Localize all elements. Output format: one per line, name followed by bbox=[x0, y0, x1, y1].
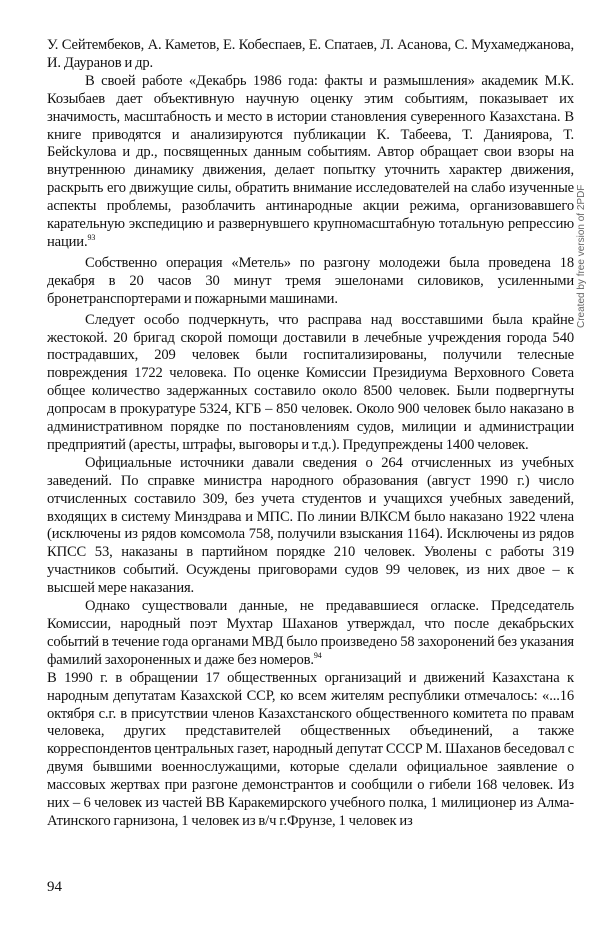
paragraph-official-sources bbox=[47, 455, 574, 598]
paragraph-text: Следует особо подчеркнуть, что расправа над восставшими была крайне жестокой. 20 бригад скорой помощи доставили в лечебные учреждения города 540 пострадавших, 209 человек были госпитализированы, получили телесные повреждения 1722 человека. По оценке Комиссии Президиума Верховного Совета общее количество задержанных составило около 8500 человек. Были подвергнуты допросам в прокуратуре 5324, КГБ – 850 человек. Около 900 человек было наказано в административном порядке по постановлениям судов, милиции и администрации предприятий (аресты, штрафы, выговоры и т.д.). Предупреждены 1400 человек. bbox=[47, 311, 574, 453]
page-number: 94 bbox=[47, 879, 62, 895]
paragraph-appeal-1990 bbox=[47, 670, 574, 831]
paragraph-kozybaev bbox=[47, 73, 574, 252]
paragraph-authors bbox=[47, 37, 574, 73]
paragraph-text: В 1990 г. в обращении 17 общественных организаций и движений Казахстана к народным депутатам Казахской ССР, ко всем жителям республики отмечалось: «...16 октября с.г. в присутствии членов Казахстанского общественного комитета по правам человека, других представителей общественных объединений, а также корреспондентов центральных газет, народный депутат СССР М. Шаханов беседовал с двумя бывшими военнослужащими, которые сделали официальное заявление о массовых жертвах при разгоне демонстрантов и сообщили о гибели 168 человек. Из них – 6 человек из частей ВВ Каракемирского учебного полка, 1 милиционер из Алма-Атинского гарнизона, 1 человек из в/ч г.Фрунзе, 1 человек из bbox=[47, 669, 574, 829]
paragraph-undisclosed-data bbox=[47, 598, 574, 670]
document-page bbox=[47, 37, 574, 831]
paragraph-text: Однако существовали данные, не предававшиеся огласке. Председатель Комиссии, народный поэт Мухтар Шаханов утверждал, что после декабрьских событий в течение года органами МВД было произведено 58 захоронений без указания фамилий захороненных и даже без номеров. bbox=[47, 598, 574, 668]
paragraph-text: У. Сейтембеков, А. Каметов, Е. Кобеспаев, Е. Спатаев, Л. Асанова, С. Мухамеджанова, И. Дауранов и др. bbox=[47, 37, 574, 71]
paragraph-text: В своей работе «Декабрь 1986 года: факты и размышления» академик М.К. Козыбаев дает объективную научную оценку этим событиям, показывает их значимость, масштабность и место в истории становления суверенного Казахстана. В книге приводятся и анализируются публикации К. Табеева, Т. Даниярова, Т. Бейсkулова и др., посвященных данным событиям. Автор обращает свои взоры на внутреннюю динамику движения, делает попытку уточнить характер движения, раскрыть его движущие силы, обратить внимание исследователей на слабо изученные аспекты проблемы, разоблачить антинародные акции режима, организовавшего карательную экспедицию и развернувшего крупномасштабную тотальную репрессию нации. bbox=[47, 72, 574, 250]
watermark-text: Created by free version of 2PDF bbox=[576, 184, 587, 328]
paragraph-text: Собственно операция «Метель» по разгону молодежи была проведена 18 декабря в 20 часов 30 минут тремя эшелонами силовиков, усиленными бронетранспортерами и пожарными машинами. bbox=[47, 254, 574, 307]
footnote-ref-94: 94 bbox=[313, 650, 322, 660]
paragraph-metel bbox=[47, 255, 574, 309]
paragraph-casualties bbox=[47, 312, 574, 455]
paragraph-text: Официальные источники давали сведения о 264 отчисленных из учебных заведений. По справке министра народного образования (август 1990 г.) число отчисленных составило 309, без учета студентов и учащихся учебных заведений, входящих в систему Минздрава и МПС. По линии ВЛКСМ было наказано 1922 члена (исключены из рядов комсомола 758, получили взыскания 1164). Исключены из рядов КПСС 53, наказаны в партийном порядке 210 человек. Уволены с работы 319 участников событий. Осуждены приговорами судов 99 человек, из них двое – к высшей мере наказания. bbox=[47, 454, 574, 597]
footnote-ref-93: 93 bbox=[87, 232, 96, 242]
